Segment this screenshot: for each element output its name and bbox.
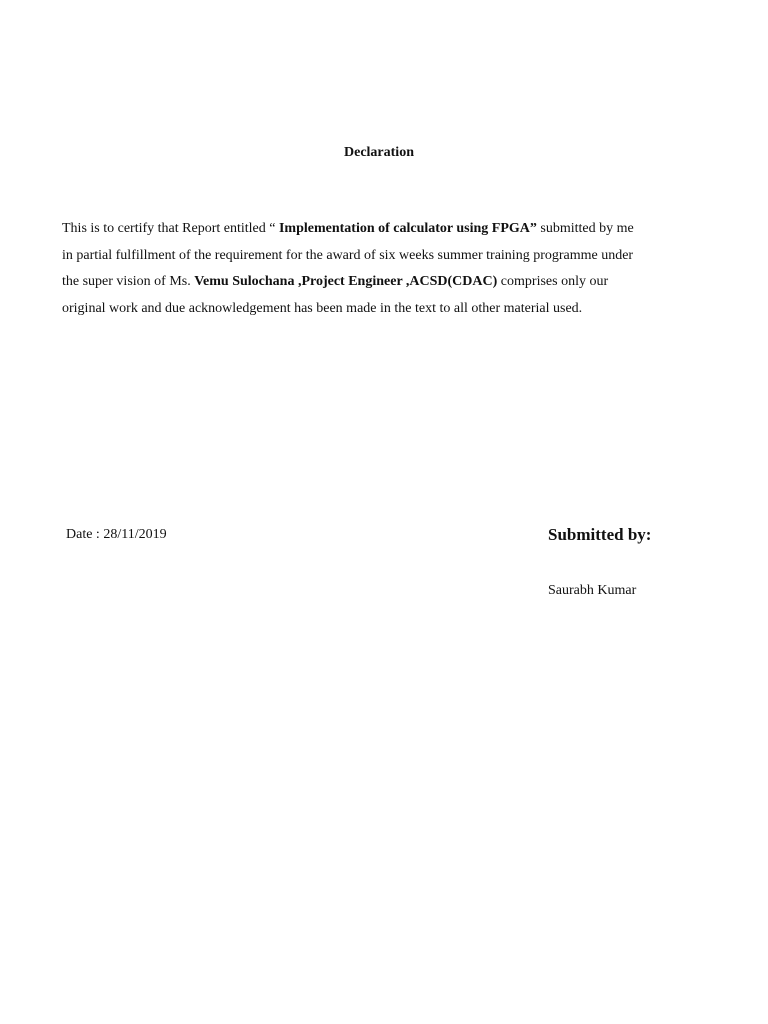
paragraph-line-2: in partial fulfillment of the requirement for the award of six weeks summer training programme under <box>62 247 634 263</box>
line1-prefix: This is to certify that Report entitled “ <box>62 221 279 236</box>
paragraph-line-4: original work and due acknowledgement has been made in the text to all other material used. <box>62 300 583 316</box>
closing-quote: ” <box>529 221 537 236</box>
author-name: Saurabh Kumar <box>548 583 637 598</box>
declaration-paragraph <box>62 216 722 322</box>
paragraph-line-1 <box>62 216 722 243</box>
report-title: Implementation of calculator using FPGA <box>278 221 530 236</box>
page-title: Declaration <box>344 145 414 160</box>
paragraph-line-3 <box>62 269 722 296</box>
line3-prefix: the super vision of Ms. <box>62 274 195 289</box>
supervisor-name: Vemu Sulochana ,Project Engineer ,ACSD(CDAC) <box>194 274 498 289</box>
line3-suffix: comprises only our <box>497 274 609 289</box>
date-label: Date : 28/11/2019 <box>66 527 167 542</box>
line1-suffix: submitted by me <box>536 221 634 236</box>
submitted-by-heading: Submitted by: <box>548 525 652 544</box>
